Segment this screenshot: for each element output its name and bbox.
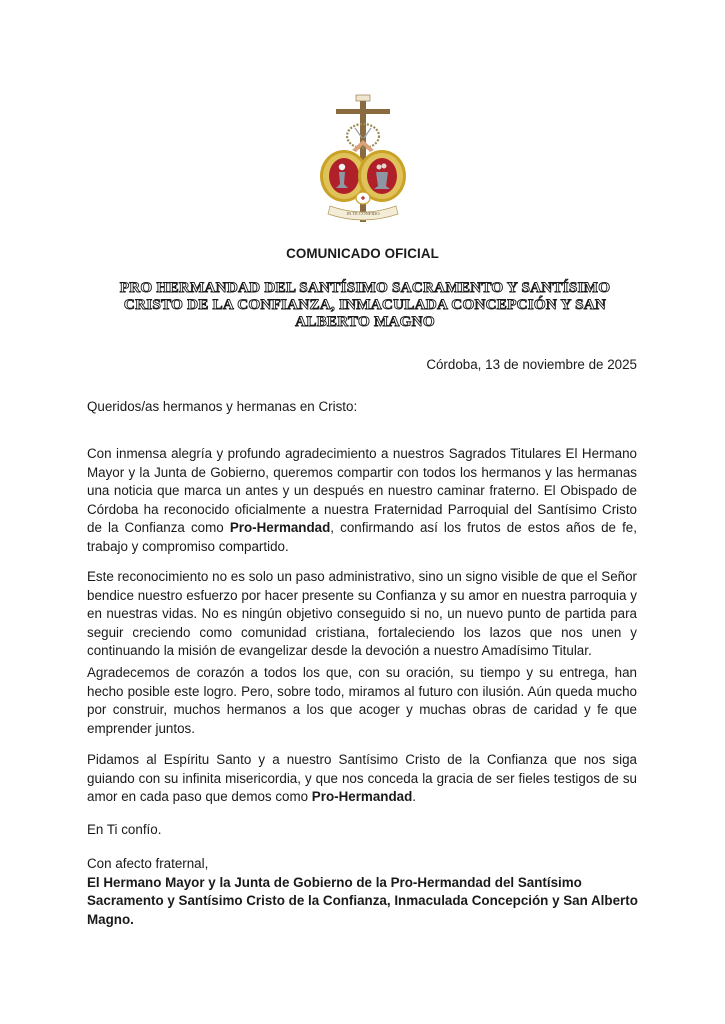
paragraph-motto: En Ti confío. bbox=[87, 822, 162, 837]
letter-date: Córdoba, 13 de noviembre de 2025 bbox=[426, 357, 637, 372]
letter-closing-block bbox=[87, 855, 647, 929]
paragraph-text: Con inmensa alegría y profundo agradecimiento a nuestros Sagrados Titulares El Hermano Mayor y la Junta de Gobierno, queremos compartir con todos los hermanos y las hermanas una noticia que marca un antes y un después en nuestro caminar fraterno. El Obispado de Córdoba ha reconocido oficialmente a nuestra Fraternidad Parroquial del Santísimo Cristo de la Confianza como bbox=[87, 446, 637, 536]
document-heading: COMUNICADO OFICIAL bbox=[286, 246, 439, 261]
letter-greeting: Queridos/as hermanos y hermanas en Cristo: bbox=[87, 399, 358, 414]
signature: El Hermano Mayor y la Junta de Gobierno de la Pro-Hermandad del Santísimo Sacramento y Santísimo Cristo de la Confianza, Inmaculada Concepción y San Alberto Magno. bbox=[87, 874, 638, 927]
emphasis-pro-hermandad: Pro-Hermandad bbox=[311, 789, 413, 805]
paragraph-text: . bbox=[412, 789, 416, 805]
svg-text:IN TE CONFIDO: IN TE CONFIDO bbox=[346, 211, 380, 216]
title-line: PRO HERMANDAD DEL SANTÍSIMO SACRAMENTO Y SANTÍSIMO bbox=[119, 279, 611, 296]
paragraph-gratitude: Agradecemos de corazón a todos los que, con su oración, su tiempo y su entrega, han hecho posible este logro. Pero, sobre todo, miramos al futuro con ilusión. Aún queda mucho por construir, muchos hermanos a los que acoger y muchas obras de caridad y fe que emprender juntos. bbox=[87, 665, 637, 736]
emphasis-pro-hermandad: Pro-Hermandad bbox=[229, 520, 331, 536]
paragraph-recognition: Este reconocimiento no es solo un paso administrativo, sino un signo visible de que el Señor bendice nuestro esfuerzo por hacer presente su Confianza y su amor en nuestra parroquia y en nuestras vidas. No es ningún objetivo conseguido si no, un nuevo punto de partida para seguir creciendo como comunidad cristiana, fortaleciendo los lazos que nos unen y continuando la misión de evangelizar desde la devoción a nuestro Amadísimo Titular. bbox=[87, 569, 637, 659]
paragraph-prayer bbox=[87, 751, 637, 807]
title-line: ALBERTO MAGNO bbox=[295, 313, 435, 330]
paragraph-announcement bbox=[87, 445, 637, 557]
brotherhood-crest-icon bbox=[318, 94, 408, 226]
brotherhood-title bbox=[100, 279, 630, 330]
paragraph-text: Pidamos al Espíritu Santo y a nuestro Santísimo Cristo de la Confianza que nos siga guiando con su infinita misericordia, y que nos conceda la gracia de ser fieles testigos de su amor en cada paso que demos como bbox=[87, 752, 637, 805]
closing-text: Con afecto fraternal, bbox=[87, 856, 209, 871]
paragraph-text: , confirmando así los frutos de estos años de fe, trabajo y compromiso compartido. bbox=[87, 520, 637, 554]
title-line: CRISTO DE LA CONFIANZA, INMACULADA CONCEPCIÓN Y SAN bbox=[123, 296, 607, 313]
